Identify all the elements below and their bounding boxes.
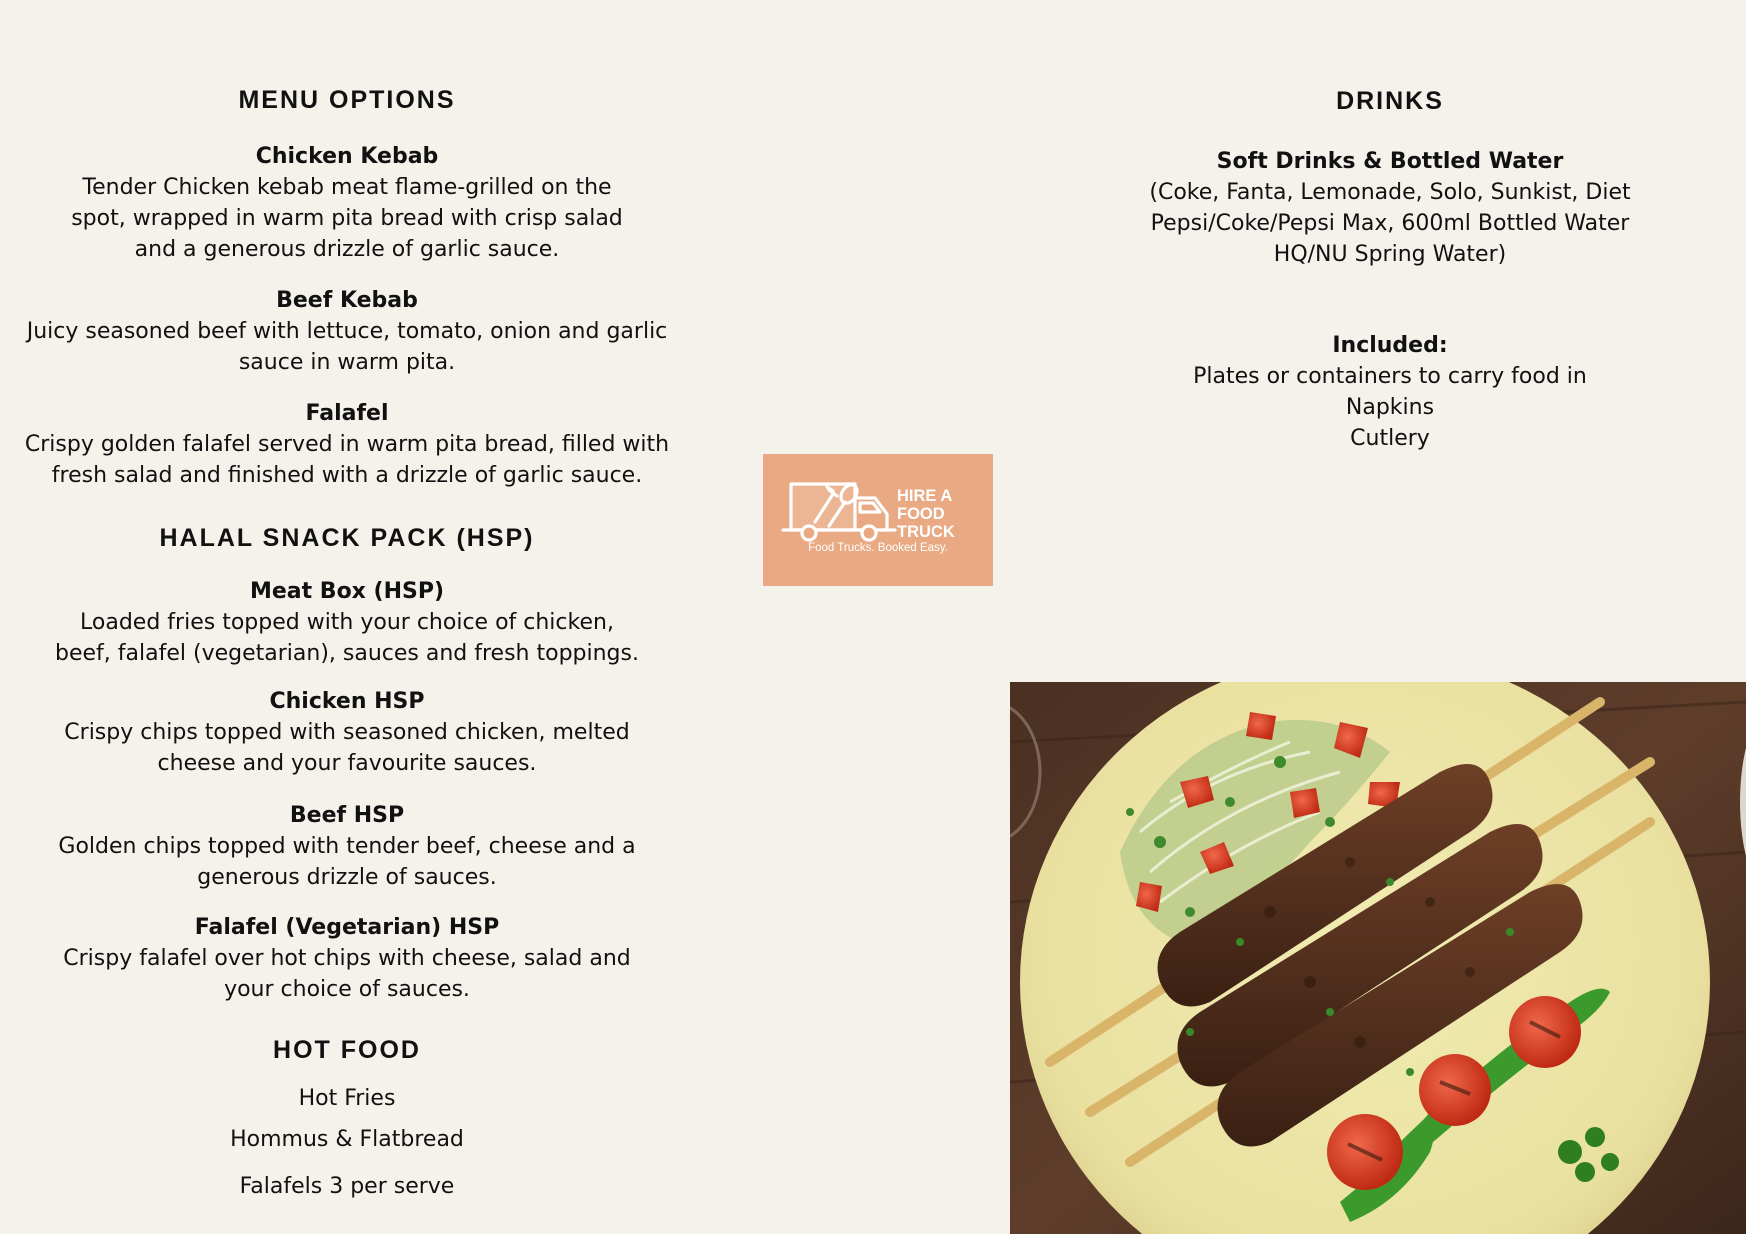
included-item: Plates or containers to carry food in <box>1193 364 1587 389</box>
included-list <box>1130 330 1650 454</box>
food-truck-icon <box>763 454 993 586</box>
menu-item-desc-line: beef, falafel (vegetarian), sauces and fresh toppings. <box>55 641 639 666</box>
drinks-item-desc-line: Pepsi/Coke/Pepsi Max, 600ml Bottled Water <box>1150 211 1630 236</box>
hot-food-item: Hot Fries <box>298 1086 396 1111</box>
hire-a-food-truck-logo <box>763 454 993 586</box>
kebab-illustration <box>1010 682 1746 1234</box>
menu-item-desc-line: and a generous drizzle of garlic sauce. <box>134 237 560 262</box>
menu-item-desc-line: Crispy golden falafel served in warm pita bread, filled with <box>24 432 670 457</box>
menu-item-name: Falafel <box>305 401 389 426</box>
menu-item-desc-line: spot, wrapped in warm pita bread with crisp salad <box>71 206 623 231</box>
menu-item-desc-line: Golden chips topped with tender beef, cheese and a <box>58 834 636 859</box>
included-item: Napkins <box>1345 395 1435 420</box>
menu-item-desc-line: Loaded fries topped with your choice of chicken, <box>80 610 614 635</box>
menu-item-desc-line: fresh salad and finished with a drizzle of garlic sauce. <box>51 463 643 488</box>
menu-item-desc-line: generous drizzle of sauces. <box>197 865 497 890</box>
drinks-item-desc-line: (Coke, Fanta, Lemonade, Solo, Sunkist, Diet <box>1149 180 1631 205</box>
menu-item-desc-line: cheese and your favourite sauces. <box>157 751 537 776</box>
menu-item-desc-line: sauce in warm pita. <box>238 350 456 375</box>
menu-item-desc-line: your choice of sauces. <box>224 977 470 1002</box>
menu-item-falafel <box>20 398 674 491</box>
drinks-item-desc-line: HQ/NU Spring Water) <box>1273 242 1507 267</box>
menu-item-name: Beef HSP <box>289 803 405 828</box>
included-title: Included: <box>1332 333 1448 358</box>
menu-item-desc-line: Juicy seasoned beef with lettuce, tomato, onion and garlic <box>26 319 668 344</box>
logo-line: HIRE A <box>897 487 953 505</box>
menu-item-desc-line: Crispy falafel over hot chips with cheese, salad and <box>63 946 631 971</box>
hsp-title: HALAL SNACK PACK (HSP) <box>159 524 535 552</box>
kebab-photo <box>1010 682 1746 1234</box>
drinks-title: DRINKS <box>1336 87 1444 115</box>
menu-item-name: Falafel (Vegetarian) HSP <box>194 915 500 940</box>
menu-item-falafel-hsp <box>20 912 674 1005</box>
logo-line: TRUCK <box>897 523 955 541</box>
menu-item-beef-hsp <box>20 800 674 893</box>
menu-item-name: Beef Kebab <box>276 288 418 313</box>
menu-item-name: Chicken Kebab <box>255 144 439 169</box>
menu-item-beef-kebab <box>20 285 674 378</box>
menu-options-title: MENU OPTIONS <box>238 86 456 114</box>
menu-item-desc-line: Tender Chicken kebab meat flame-grilled on the <box>82 175 612 200</box>
hot-food-item: Falafels 3 per serve <box>239 1174 455 1199</box>
menu-item-chicken-kebab <box>20 141 674 265</box>
menu-item-meat-box <box>20 576 674 669</box>
logo-tagline: Food Trucks. Booked Easy. <box>808 542 948 554</box>
drinks-item-soft-drinks <box>1130 146 1650 270</box>
drinks-item-name: Soft Drinks & Bottled Water <box>1216 149 1564 174</box>
included-item: Cutlery <box>1350 426 1430 451</box>
menu-item-desc-line: Crispy chips topped with seasoned chicken, melted <box>64 720 630 745</box>
menu-item-chicken-hsp <box>20 686 674 779</box>
menu-item-name: Meat Box (HSP) <box>249 579 445 604</box>
logo-wordmark <box>897 487 955 541</box>
menu-item-name: Chicken HSP <box>269 689 425 714</box>
hot-food-title: HOT FOOD <box>273 1036 421 1064</box>
logo-line: FOOD <box>897 505 945 523</box>
hot-food-item: Hommus & Flatbread <box>230 1127 464 1152</box>
